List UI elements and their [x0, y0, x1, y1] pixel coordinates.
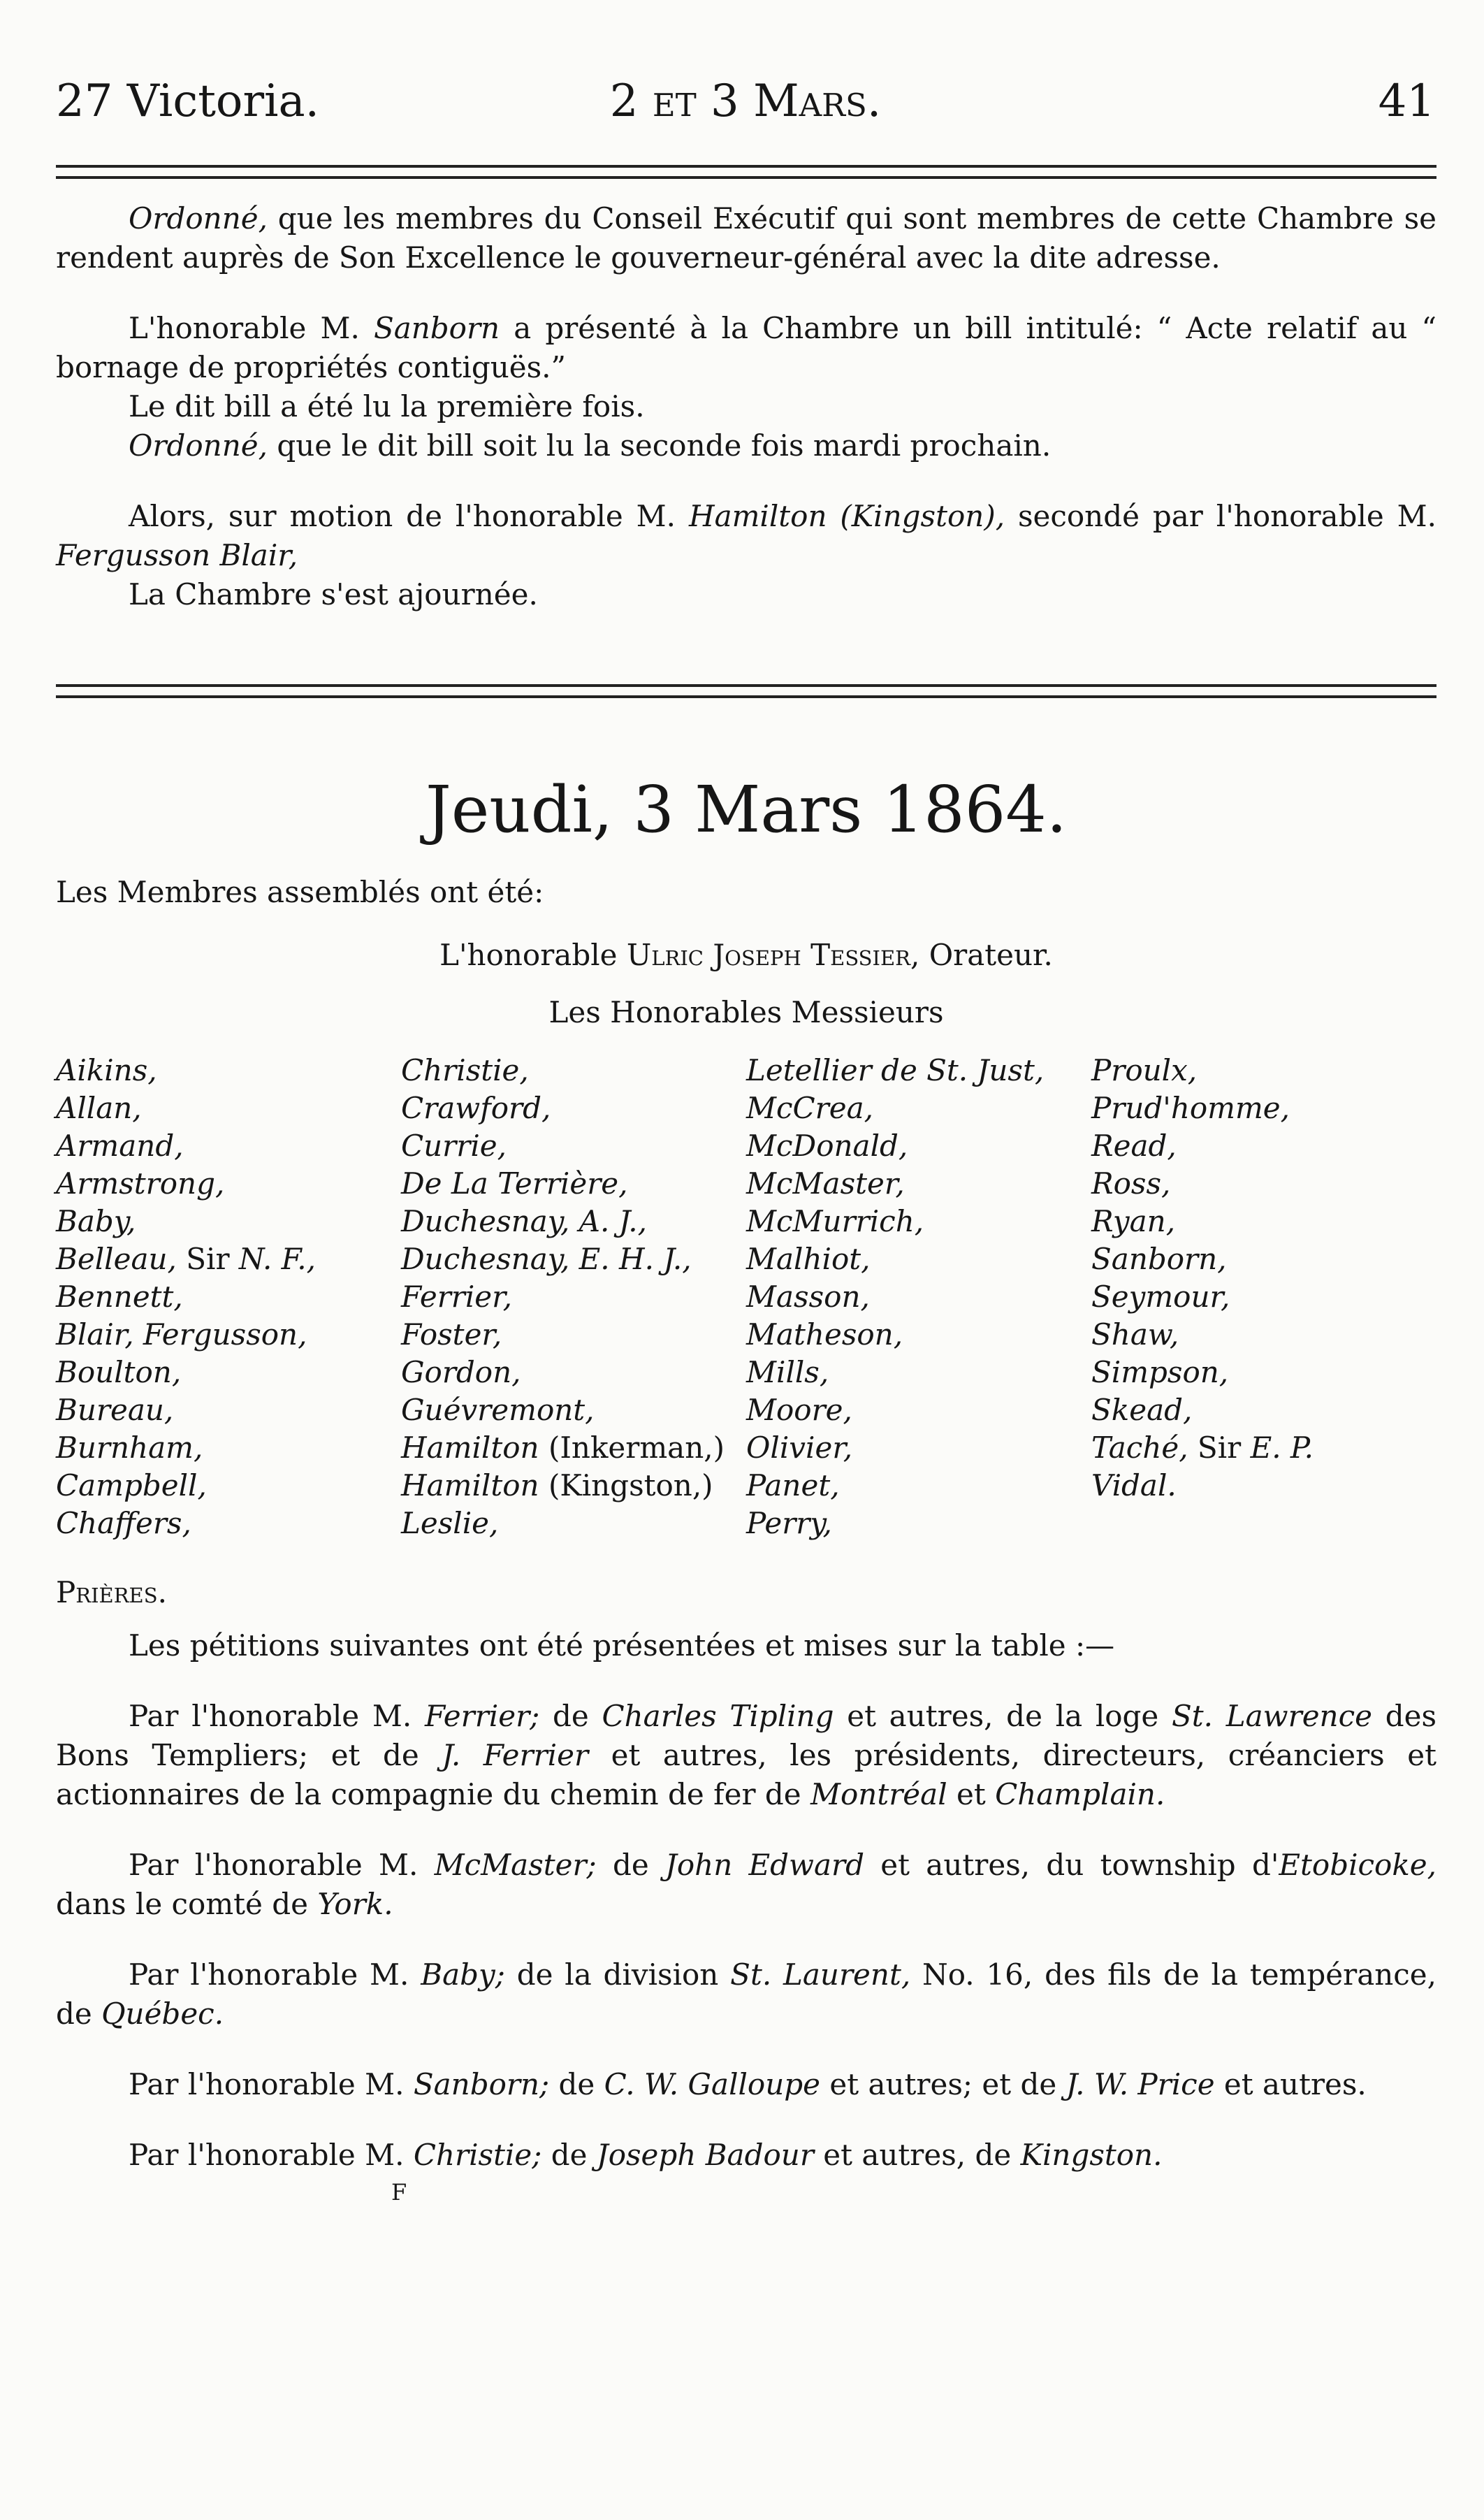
member-name: Read, — [1091, 1129, 1177, 1163]
member-name: Aikins, — [56, 1053, 157, 1087]
bill-paragraph: L'honorable M. Sanborn a présenté à la Chambre un bill intitulé: “ Acte relatif au “ bornage de propriétés contiguës.” — [56, 311, 1436, 384]
member-name: Shaw, — [1091, 1317, 1179, 1352]
honorables-heading: Les Honorables Messieurs — [548, 995, 944, 1029]
member-name: Duchesnay, A. J., — [401, 1204, 647, 1238]
member-name: McMurrich, — [746, 1204, 924, 1238]
member-name: Belleau, Sir N. F., — [56, 1242, 316, 1276]
header-center: 2 et 3 Mars. — [609, 75, 882, 127]
member-name: Olivier, — [746, 1431, 853, 1465]
member-name: Armand, — [56, 1129, 184, 1163]
order-paragraph: Ordonné, que les membres du Conseil Exécutif qui sont membres de cette Chambre se rendent auprès de Son Excellence le gouverneur-général avec la dite adresse. — [56, 201, 1436, 275]
member-name: Guévremont, — [401, 1393, 595, 1427]
member-name: Masson, — [746, 1280, 870, 1314]
member-name: Moore, — [746, 1393, 852, 1427]
petition-mcmaster: Par l'honorable M. McMaster; de John Edward et autres, du township d'Etobicoke, dans le comté de York. — [56, 1848, 1436, 1921]
member-name: Prud'homme, — [1091, 1091, 1290, 1125]
member-name: Simpson, — [1091, 1355, 1229, 1389]
member-name: Bureau, — [56, 1393, 174, 1427]
petition-ferrier: Par l'honorable M. Ferrier; de Charles Tipling et autres, de la loge St. Lawrence des Bons Templiers; et de J. Ferrier et autres, les présidents, directeurs, créanciers et actionnaires de la compagnie du chemin de fer de Montréal et Champlain. — [56, 1699, 1436, 1811]
member-name: McCrea, — [746, 1091, 873, 1125]
running-header — [56, 70, 1435, 133]
member-name: Baby, — [56, 1204, 136, 1238]
member-name: Blair, Fergusson, — [56, 1317, 307, 1352]
member-name: Allan, — [56, 1091, 142, 1125]
member-name: Taché, Sir E. P. — [1091, 1431, 1314, 1465]
member-name: Panet, — [746, 1468, 840, 1502]
member-name: Duchesnay, E. H. J., — [401, 1242, 692, 1276]
assembled-line: Les Membres assemblés ont été: — [56, 875, 544, 909]
member-name: Burnham, — [56, 1431, 203, 1465]
members-column-1 — [56, 1052, 401, 1542]
member-name: Boulton, — [56, 1355, 182, 1389]
day-title: Jeudi, 3 Mars 1864. — [425, 772, 1068, 847]
member-name: Chaffers, — [56, 1506, 191, 1540]
petitions-intro: Les pétitions suivantes ont été présentées et mises sur la table :— — [129, 1628, 1115, 1663]
member-name: Letellier de St. Just, — [746, 1053, 1045, 1087]
member-name: McMaster, — [746, 1166, 905, 1201]
motion-paragraph: Alors, sur motion de l'honorable M. Hamilton (Kingston), secondé par l'honorable M. Fergusson Blair, — [56, 499, 1436, 572]
member-name: Campbell, — [56, 1468, 207, 1502]
bill-order: Ordonné, que le dit bill soit lu la seconde fois mardi prochain. — [129, 428, 1052, 463]
header-left: 27 Victoria. — [56, 75, 319, 127]
page-body — [56, 199, 1436, 2210]
member-name: Sanborn, — [1091, 1242, 1227, 1276]
member-name: Malhiot, — [746, 1242, 871, 1276]
signature-mark: F — [391, 2179, 407, 2206]
speaker-line: L'honorable Ulric Joseph Tessier, Orateur. — [439, 938, 1053, 972]
member-name: Ferrier, — [401, 1280, 512, 1314]
member-name: Mills, — [746, 1355, 829, 1389]
members-column-3 — [746, 1052, 1091, 1542]
members-column-4 — [1091, 1052, 1436, 1542]
member-name: Hamilton (Inkerman,) — [401, 1431, 725, 1465]
member-name: Crawford, — [401, 1091, 551, 1125]
member-name: Seymour, — [1091, 1280, 1230, 1314]
member-name: McDonald, — [746, 1129, 908, 1163]
prieres-heading: Prières. — [56, 1575, 167, 1609]
header-rule — [56, 165, 1436, 179]
member-name: Perry, — [746, 1506, 832, 1540]
member-name: Currie, — [401, 1129, 507, 1163]
member-name: Christie, — [401, 1053, 529, 1087]
member-name: Ross, — [1091, 1166, 1171, 1201]
member-name: Matheson, — [746, 1317, 903, 1352]
member-name: De La Terrière, — [401, 1166, 628, 1201]
member-name: Gordon, — [401, 1355, 521, 1389]
member-name: Vidal. — [1091, 1468, 1177, 1502]
bill-read: Le dit bill a été lu la première fois. — [129, 389, 645, 423]
member-name: Bennett, — [56, 1280, 183, 1314]
member-name: Proulx, — [1091, 1053, 1198, 1087]
member-name: Hamilton (Kingston,) — [401, 1468, 713, 1502]
page-number: 41 — [1378, 75, 1435, 127]
petition-sanborn: Par l'honorable M. Sanborn; de C. W. Galloupe et autres; et de J. W. Price et autres. — [129, 2067, 1367, 2101]
petition-baby: Par l'honorable M. Baby; de la division St. Laurent, No. 16, des fils de la tempérance, de Québec. — [56, 1957, 1437, 2031]
member-name: Foster, — [401, 1317, 502, 1352]
members-list — [56, 1052, 1436, 1542]
members-column-2 — [401, 1052, 746, 1542]
petition-christie: Par l'honorable M. Christie; de Joseph Badour et autres, de Kingston. — [129, 2138, 1163, 2172]
member-name: Armstrong, — [56, 1166, 225, 1201]
adjournment: La Chambre s'est ajournée. — [129, 577, 538, 611]
member-name: Skead, — [1091, 1393, 1193, 1427]
member-name: Leslie, — [401, 1506, 499, 1540]
section-rule — [56, 684, 1436, 698]
member-name: Ryan, — [1091, 1204, 1176, 1238]
